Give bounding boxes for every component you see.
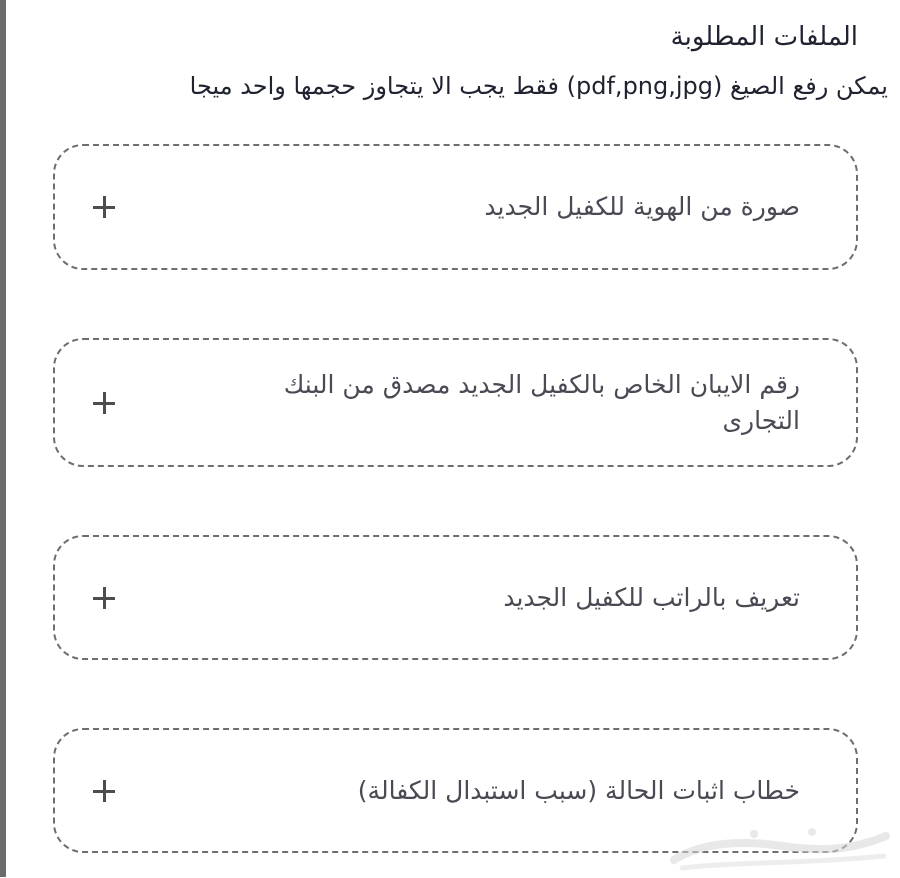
upload-salary-certificate[interactable]	[53, 535, 858, 660]
watermark-logo	[662, 822, 898, 874]
plus-icon[interactable]	[93, 196, 115, 218]
section-title: الملفات المطلوبة	[670, 22, 858, 52]
upload-label-salary-certificate: تعريف بالراتب للكفيل الجديد	[503, 582, 800, 612]
left-edge-bar	[0, 0, 6, 877]
upload-label-iban-certificate: رقم الايبان الخاص بالكفيل الجديد مصدق من البنك التجارى	[283, 369, 800, 435]
upload-iban-certificate[interactable]	[53, 338, 858, 467]
upload-label-id-copy: صورة من الهوية للكفيل الجديد	[484, 192, 800, 221]
plus-icon[interactable]	[93, 392, 115, 414]
upload-format-note: يمكن رفع الصيغ (pdf,png,jpg) فقط يجب الا يتجاوز حجمها واحد ميجا	[189, 72, 888, 100]
plus-icon[interactable]	[93, 587, 115, 609]
upload-id-copy[interactable]	[53, 144, 858, 270]
plus-icon[interactable]	[93, 780, 115, 802]
upload-label-status-letter: خطاب اثبات الحالة (سبب استبدال الكفالة)	[357, 775, 800, 805]
